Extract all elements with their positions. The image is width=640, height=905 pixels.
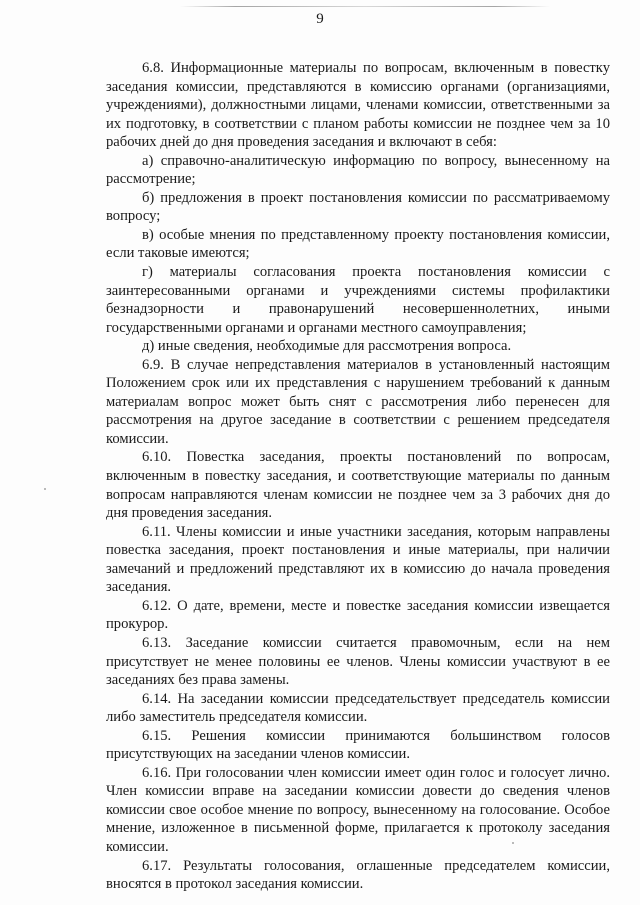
list-item-d: д) иные сведения, необходимые для рассмотрения вопроса. xyxy=(142,338,512,355)
scan-speck xyxy=(44,488,46,490)
list-item-v: в) особые мнения по представленному проекту постановления комиссии, если таковые имеются; xyxy=(106,226,610,262)
paragraph-6-14: 6.14. На заседании комиссии председательствует председатель комиссии либо заместитель председателя комиссии. xyxy=(106,690,610,726)
paragraph-6-15: 6.15. Решения комиссии принимаются большинством голосов присутствующих на заседании членов комиссии. xyxy=(106,727,610,763)
paragraph-6-13: 6.13. Заседание комиссии считается правомочным, если на нем присутствует не менее половины ее членов. Члены комиссии участвуют в ее заседаниях без права замены. xyxy=(106,634,610,689)
paragraph-6-10: 6.10. Повестка заседания, проекты постановлений по вопросам, включенным в повестку заседания, и соответствующие материалы по данным вопросам направляются членам комиссии не позднее чем за 3 рабочих дня до дня проведения заседания. xyxy=(106,449,610,522)
paragraph-6-8: 6.8. Информационные материалы по вопросам, включенным в повестку заседания комиссии, представляются в комиссию органами (организациями, учреждениями), должностными лицами, членами комиссии, ответственными за их подготовку, в соответствии с планом работы комиссии не позднее чем за 10 рабочих дней до дня проведения заседания и включают в себя: xyxy=(106,60,610,151)
paragraph-6-16: 6.16. При голосовании член комиссии имеет один голос и голосует лично. Член комиссии вправе на заседании комиссии довести до сведения членов комиссии свое особое мнение по вопросу, вынесенному на голосование. Особое мнение, изложенное в письменной форме, прилагается к протоколу заседания комиссии. xyxy=(106,764,610,855)
paragraph-6-9: 6.9. В случае непредставления материалов в установленный настоящим Положением срок или их представления с нарушением требований к данным материалам вопрос может быть снят с рассмотрения либо перенесен для рассмотрения на другое заседание в соответствии с решением председателя комиссии. xyxy=(106,356,610,447)
page-number: 9 xyxy=(316,11,324,27)
list-item-b: б) предложения в проект постановления комиссии по рассматриваемому вопросу; xyxy=(106,189,610,225)
document-body xyxy=(106,59,610,894)
list-item-g: г) материалы согласования проекта постановления комиссии с заинтересованными органами и учреждениями системы профилактики безнадзорности и правонарушений несовершеннолетних, иными государственными органами и органами местного самоуправления; xyxy=(106,264,610,336)
paragraph-6-11: 6.11. Члены комиссии и иные участники заседания, которым направлены повестка заседания, проект постановления и иные материалы, при наличии замечаний и предложений представляют их в комиссию до начала проведения заседания. xyxy=(106,523,610,596)
paragraph-6-17: 6.17. Результаты голосования, оглашенные председателем комиссии, вносятся в протокол заседания комиссии. xyxy=(106,857,610,893)
paragraph-6-12: 6.12. О дате, времени, месте и повестке заседания комиссии извещается прокурор. xyxy=(106,597,610,633)
scan-top-edge xyxy=(180,6,550,7)
list-item-a: а) справочно-аналитическую информацию по вопросу, вынесенному на рассмотрение; xyxy=(106,152,610,188)
